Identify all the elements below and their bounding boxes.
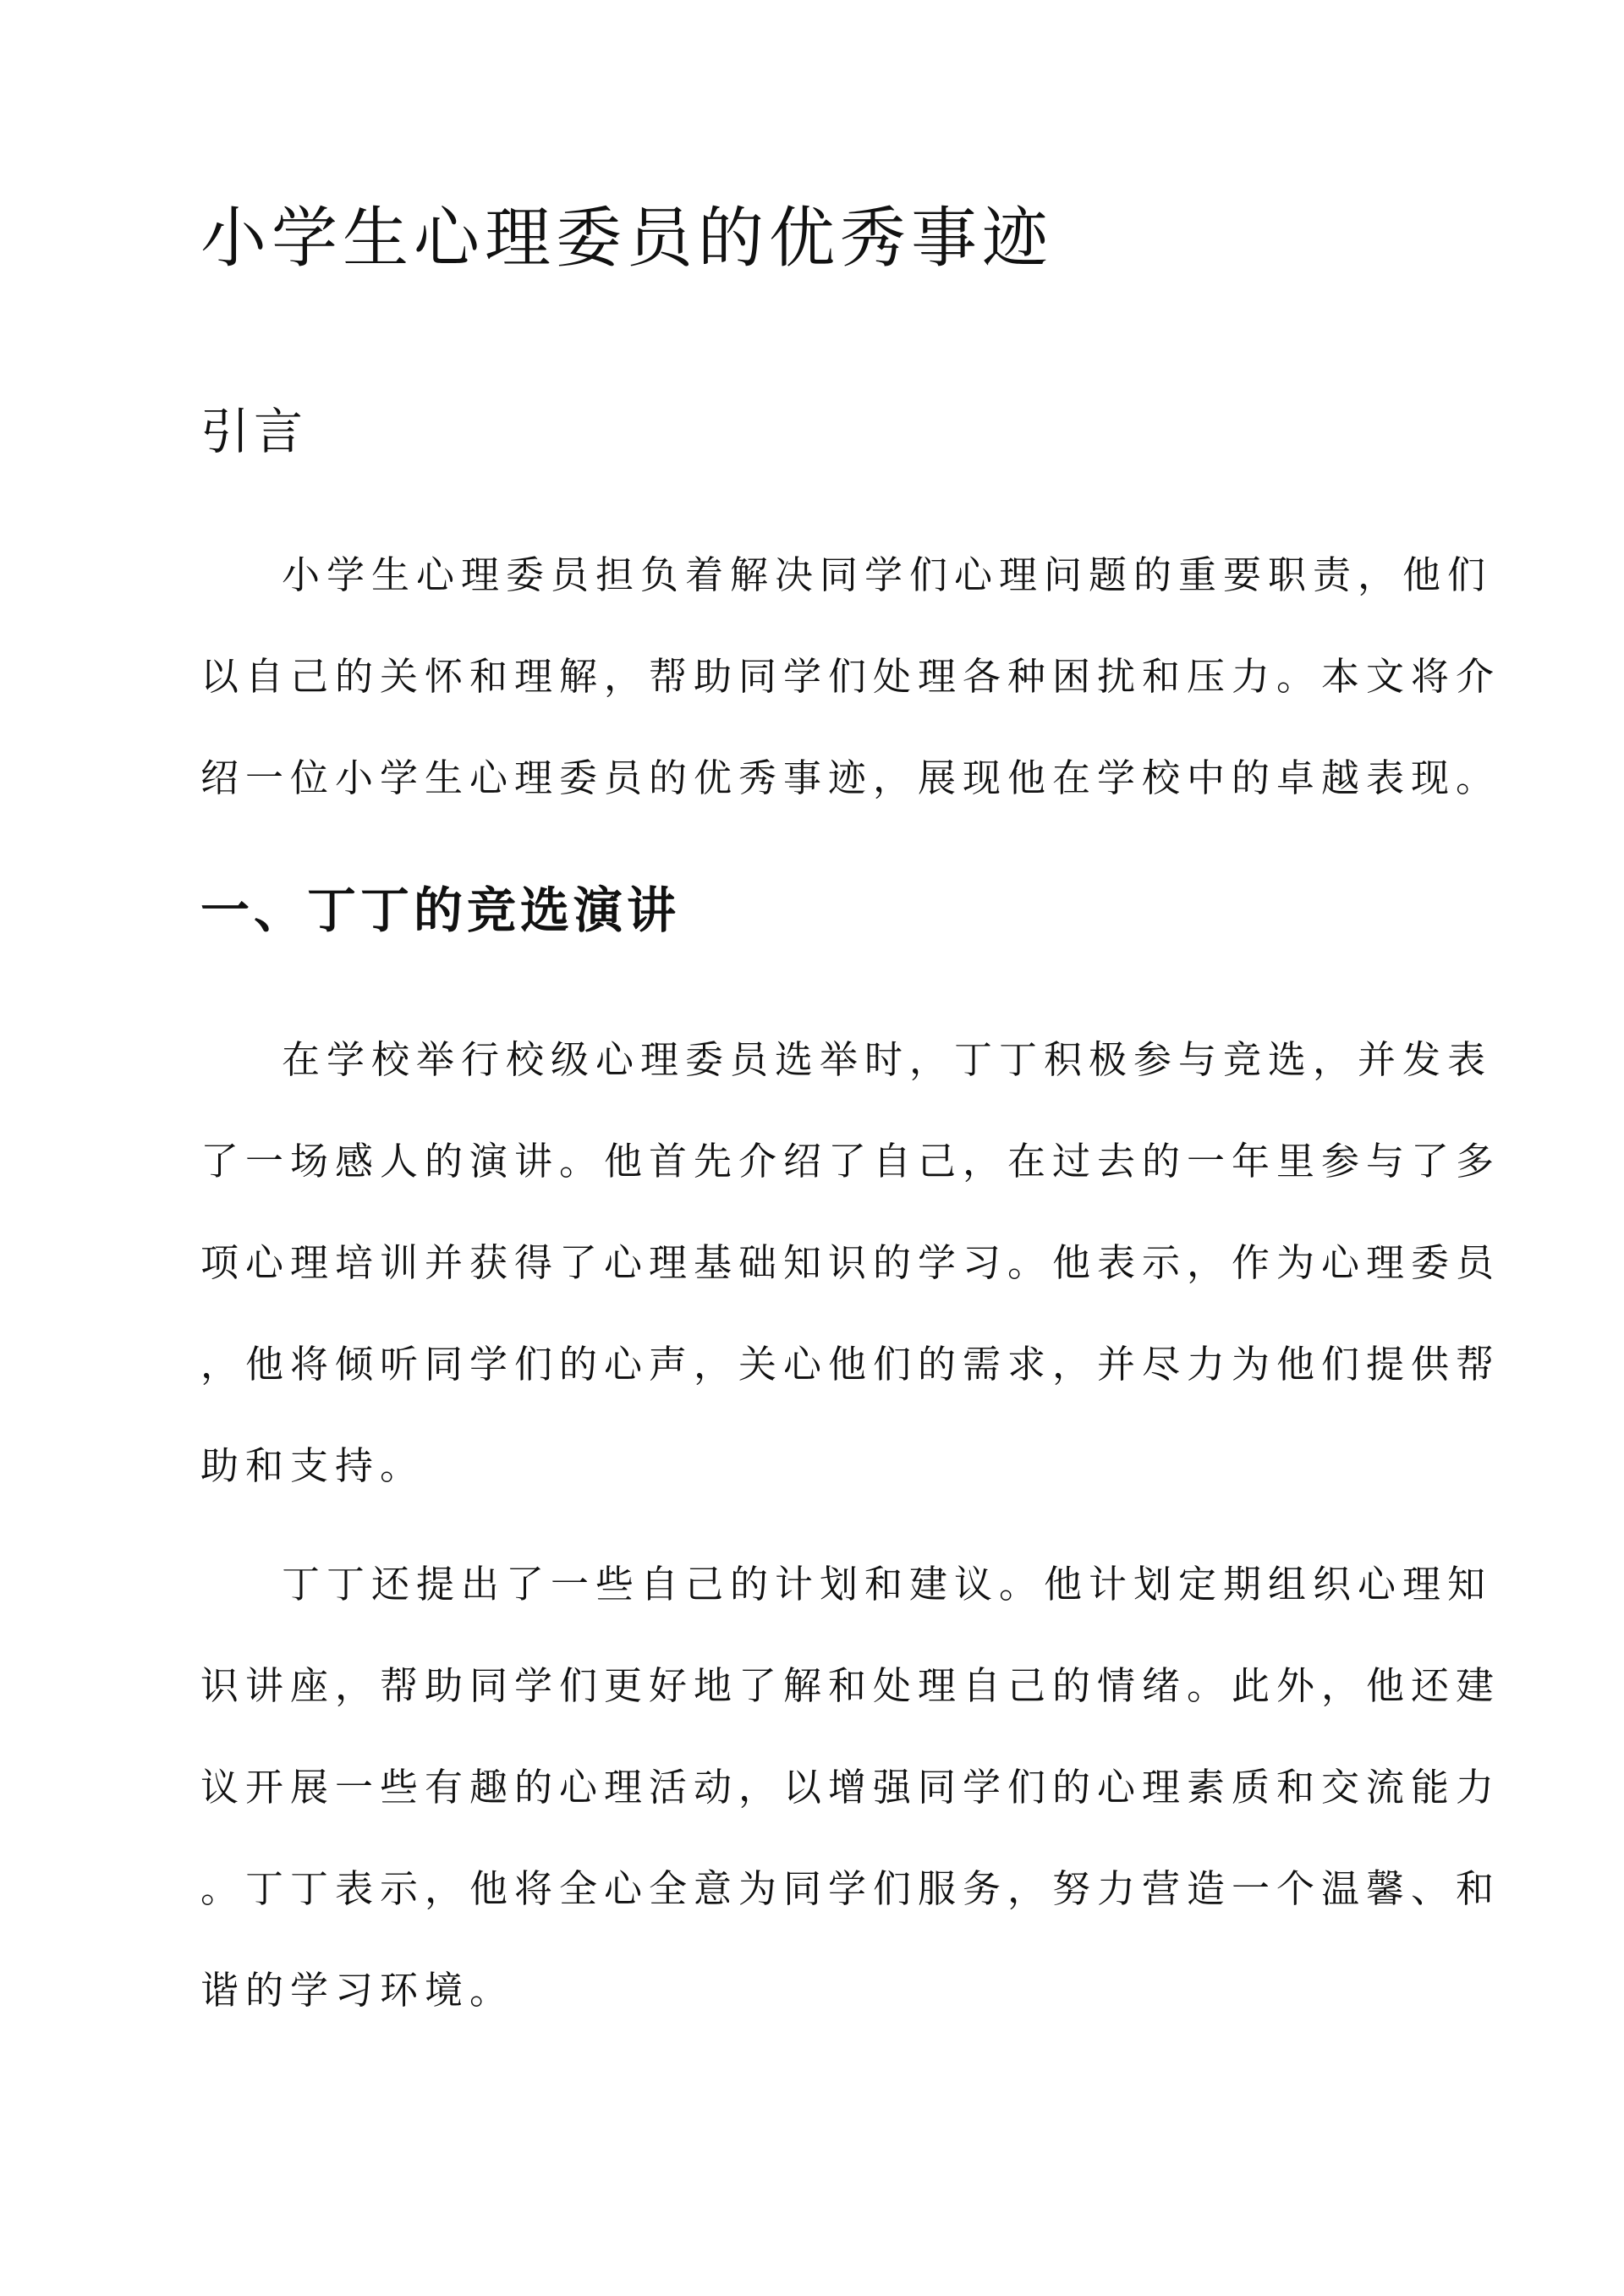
document-title: 小学生心理委员的优秀事迹 bbox=[200, 200, 1054, 277]
section-heading-campaign-speech: 一、丁丁的竞选演讲 bbox=[200, 882, 681, 939]
campaign-paragraph-1 bbox=[200, 1009, 1501, 1517]
paragraph-line: 小学生心理委员担负着解决同学们心理问题的重要职责，他们 bbox=[282, 552, 1493, 597]
paragraph-line: 项心理培训并获得了心理基础知识的学习。他表示，作为心理委员 bbox=[200, 1240, 1501, 1285]
paragraph-line: 丁丁还提出了一些自己的计划和建议。他计划定期组织心理知 bbox=[282, 1562, 1493, 1607]
paragraph-line: 谐的学习环境。 bbox=[200, 1968, 515, 2013]
section-heading-intro: 引言 bbox=[200, 403, 308, 460]
paragraph-line: 以自己的关怀和理解，帮助同学们处理各种困扰和压力。本文将介 bbox=[200, 654, 1501, 699]
paragraph-line: 识讲座，帮助同学们更好地了解和处理自己的情绪。此外，他还建 bbox=[200, 1663, 1501, 1708]
paragraph-line: ，他将倾听同学们的心声，关心他们的需求，并尽力为他们提供帮 bbox=[200, 1342, 1501, 1387]
campaign-paragraph-2 bbox=[200, 1534, 1501, 2041]
paragraph-line: 。丁丁表示，他将全心全意为同学们服务，努力营造一个温馨、和 bbox=[200, 1866, 1501, 1911]
paragraph-line: 绍一位小学生心理委员的优秀事迹，展现他在学校中的卓越表现。 bbox=[200, 755, 1501, 800]
paragraph-line: 议开展一些有趣的心理活动，以增强同学们的心理素质和交流能力 bbox=[200, 1765, 1501, 1810]
intro-paragraph bbox=[200, 525, 1501, 829]
paragraph-line: 了一场感人的演讲。他首先介绍了自己，在过去的一年里参与了多 bbox=[200, 1139, 1501, 1184]
paragraph-line: 助和支持。 bbox=[200, 1443, 425, 1488]
paragraph-line: 在学校举行校级心理委员选举时，丁丁积极参与竞选，并发表 bbox=[282, 1037, 1493, 1082]
